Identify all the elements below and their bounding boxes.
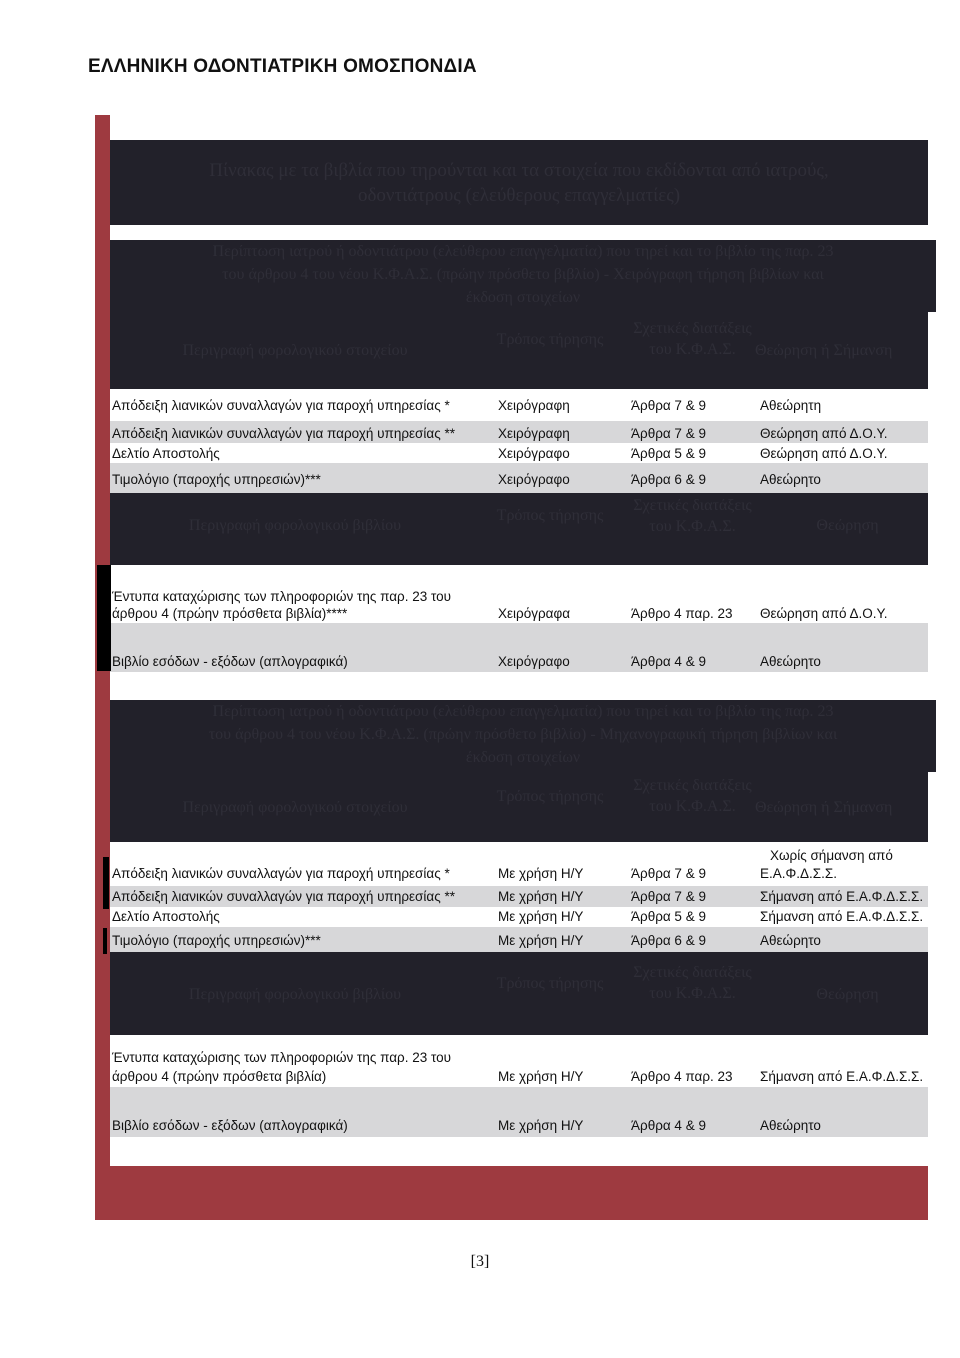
row-method: Χειρόγραφη — [498, 398, 570, 413]
edge-marker — [103, 928, 107, 954]
frame-band — [110, 672, 928, 700]
row-method: Χειρόγραφο — [498, 446, 570, 461]
header-validation: Θεώρηση ή Σήμανση — [755, 342, 893, 359]
row-validation: Αθεώρητο — [760, 1118, 821, 1133]
table-row — [110, 927, 928, 952]
table-row — [110, 389, 928, 421]
row-description-line-2: άρθρου 4 (πρώην πρόσθετα βιβλία) — [112, 1069, 327, 1084]
header-description: Περιγραφή φορολογικού στοιχείου — [182, 342, 408, 359]
row-validation: Αθεώρητο — [760, 933, 821, 948]
frame-top-band — [110, 115, 928, 140]
header-book-description: Περιγραφή φορολογικού βιβλίου — [188, 986, 402, 1003]
edge-marker — [97, 565, 111, 671]
row-method: Με χρήση Η/Υ — [498, 1118, 584, 1133]
row-validation: Αθεώρητο — [760, 654, 821, 669]
row-description: Απόδειξη λιανικών συναλλαγών για παροχή υπηρεσίας ** — [112, 426, 455, 441]
table-row — [110, 623, 928, 672]
row-validation: Σήμανση από Ε.Α.Φ.Δ.Σ.Σ. — [760, 909, 924, 924]
row-articles: Άρθρο 4 παρ. 23 — [631, 606, 733, 621]
row-articles: Άρθρα 6 & 9 — [631, 472, 706, 487]
header-provisions: Σχετικές διατάξεις του Κ.Φ.Α.Σ. — [633, 497, 752, 535]
edge-marker — [103, 857, 109, 909]
row-validation: Αθεώρητο — [760, 472, 821, 487]
row-articles: Άρθρα 4 & 9 — [631, 1118, 706, 1133]
table-row — [110, 565, 928, 623]
row-validation-line-2: Ε.Α.Φ.Δ.Σ.Σ. — [760, 866, 837, 881]
row-method: Με χρήση Η/Υ — [498, 889, 584, 904]
table-row — [110, 907, 928, 927]
row-description: Απόδειξη λιανικών συναλλαγών για παροχή υπηρεσίας * — [112, 866, 450, 881]
frame-band — [110, 1137, 928, 1166]
row-articles: Άρθρα 7 & 9 — [631, 866, 706, 881]
section1-element-header — [110, 312, 928, 389]
row-description-line-1: Έντυπα καταχώρισης των πληροφοριών της παρ. 23 του — [112, 1050, 452, 1065]
row-articles: Άρθρα 6 & 9 — [631, 933, 706, 948]
table-row — [110, 1087, 928, 1137]
row-validation: Σήμανση από Ε.Α.Φ.Δ.Σ.Σ. — [760, 1069, 924, 1084]
row-method: Χειρόγραφο — [498, 472, 570, 487]
section2-case-line-3: έκδοση στοιχείων — [465, 749, 581, 766]
row-validation: Αθεώρητη — [760, 398, 822, 413]
table-row — [110, 421, 928, 443]
row-validation: Θεώρηση από Δ.Ο.Υ. — [760, 606, 888, 621]
row-description: Δελτίο Αποστολής — [112, 446, 220, 461]
main-title-line-2: οδοντιάτρους (ελεύθερους επαγγελματίες) — [357, 184, 681, 206]
row-articles: Άρθρα 5 & 9 — [631, 909, 706, 924]
row-description: Βιβλίο εσόδων - εξόδων (απλογραφικά) — [112, 1118, 348, 1133]
section1-case-line-2: του άρθρου 4 του νέου Κ.Φ.Α.Σ. (πρώην πρόσθετο βιβλίο) - Χειρόγραφη τήρηση βιβλίων και — [222, 266, 824, 283]
section2-case-line-2: του άρθρου 4 του νέου Κ.Φ.Α.Σ. (πρώην πρόσθετο βιβλίο) - Μηχανογραφική τήρηση βιβλίων και — [208, 726, 838, 743]
row-description: Τιμολόγιο (παροχής υπηρεσιών)*** — [112, 933, 321, 948]
header-method: Τρόπος τήρησης — [496, 788, 604, 805]
row-method: Χειρόγραφη — [498, 426, 570, 441]
header-book-description: Περιγραφή φορολογικού βιβλίου — [188, 517, 402, 534]
row-description: Τιμολόγιο (παροχής υπηρεσιών)*** — [112, 472, 321, 487]
header-validation: Θεώρηση — [816, 517, 879, 534]
header-validation: Θεώρηση — [816, 986, 879, 1003]
table-row — [110, 463, 928, 493]
header-provisions: Σχετικές διατάξεις του Κ.Φ.Α.Σ. — [633, 964, 752, 1002]
row-articles: Άρθρα 4 & 9 — [631, 654, 706, 669]
header-provisions: Σχετικές διατάξεις του Κ.Φ.Α.Σ. — [633, 320, 752, 358]
organization-title: ΕΛΛΗΝΙΚΗ ΟΔΟΝΤΙΑΤΡΙΚΗ ΟΜΟΣΠΟΝΔΙΑ — [88, 56, 477, 77]
row-validation: Θεώρηση από Δ.Ο.Υ. — [760, 426, 888, 441]
row-method: Με χρήση Η/Υ — [498, 933, 584, 948]
row-method: Χειρόγραφα — [498, 606, 571, 621]
page-number: [3] — [470, 1253, 490, 1270]
row-validation: Σήμανση από Ε.Α.Φ.Δ.Σ.Σ. — [760, 889, 924, 904]
section2-element-header — [110, 772, 928, 842]
row-description: Δελτίο Αποστολής — [112, 909, 220, 924]
section1-case-line-1: Περίπτωση ιατρού ή οδοντιάτρου (ελεύθερου επαγγελματία) που τηρεί και το βιβλίο της παρ. 23 — [212, 243, 834, 260]
table-row — [110, 842, 928, 886]
section1-case-title — [110, 240, 936, 312]
table-row — [110, 443, 928, 463]
row-description-line-1: Έντυπα καταχώρισης των πληροφοριών της παρ. 23 του — [112, 589, 452, 604]
section1-book-header — [110, 493, 928, 565]
header-description: Περιγραφή φορολογικού στοιχείου — [182, 799, 408, 816]
header-method: Τρόπος τήρησης — [496, 331, 604, 348]
row-description: Βιβλίο εσόδων - εξόδων (απλογραφικά) — [112, 654, 348, 669]
table-content — [110, 115, 928, 1220]
table-row — [110, 1035, 928, 1087]
row-method: Με χρήση Η/Υ — [498, 866, 584, 881]
header-provisions: Σχετικές διατάξεις του Κ.Φ.Α.Σ. — [633, 777, 752, 815]
frame-bottom — [110, 1166, 928, 1220]
header-method: Τρόπος τήρησης — [496, 507, 604, 524]
row-description-line-2: άρθρου 4 (πρώην πρόσθετα βιβλία)**** — [112, 606, 348, 621]
main-title — [110, 140, 928, 225]
header-method: Τρόπος τήρησης — [496, 975, 604, 992]
row-articles: Άρθρα 5 & 9 — [631, 446, 706, 461]
row-method: Χειρόγραφο — [498, 654, 570, 669]
main-title-line-1: Πίνακας με τα βιβλία που τηρούνται και τα στοιχεία που εκδίδονται από ιατρούς, — [209, 159, 829, 181]
table-row — [110, 886, 928, 907]
row-articles: Άρθρα 7 & 9 — [631, 889, 706, 904]
row-validation: Θεώρηση από Δ.Ο.Υ. — [760, 446, 888, 461]
section2-book-header — [110, 952, 928, 1035]
section1-case-line-3: έκδοση στοιχείων — [465, 289, 581, 306]
section2-case-line-1: Περίπτωση ιατρού ή οδοντιάτρου (ελεύθερου επαγγελματία) που τηρεί και το βιβλίο της παρ. 23 — [212, 703, 834, 720]
row-description: Απόδειξη λιανικών συναλλαγών για παροχή υπηρεσίας * — [112, 398, 450, 413]
row-description: Απόδειξη λιανικών συναλλαγών για παροχή υπηρεσίας ** — [112, 889, 455, 904]
row-articles: Άρθρα 7 & 9 — [631, 426, 706, 441]
row-articles: Άρθρο 4 παρ. 23 — [631, 1069, 733, 1084]
row-method: Με χρήση Η/Υ — [498, 1069, 584, 1084]
row-validation-line-1: Χωρίς σήμανση από — [770, 848, 893, 863]
row-articles: Άρθρα 7 & 9 — [631, 398, 706, 413]
row-method: Με χρήση Η/Υ — [498, 909, 584, 924]
section2-case-title — [110, 700, 936, 772]
header-validation: Θεώρηση ή Σήμανση — [755, 799, 893, 816]
